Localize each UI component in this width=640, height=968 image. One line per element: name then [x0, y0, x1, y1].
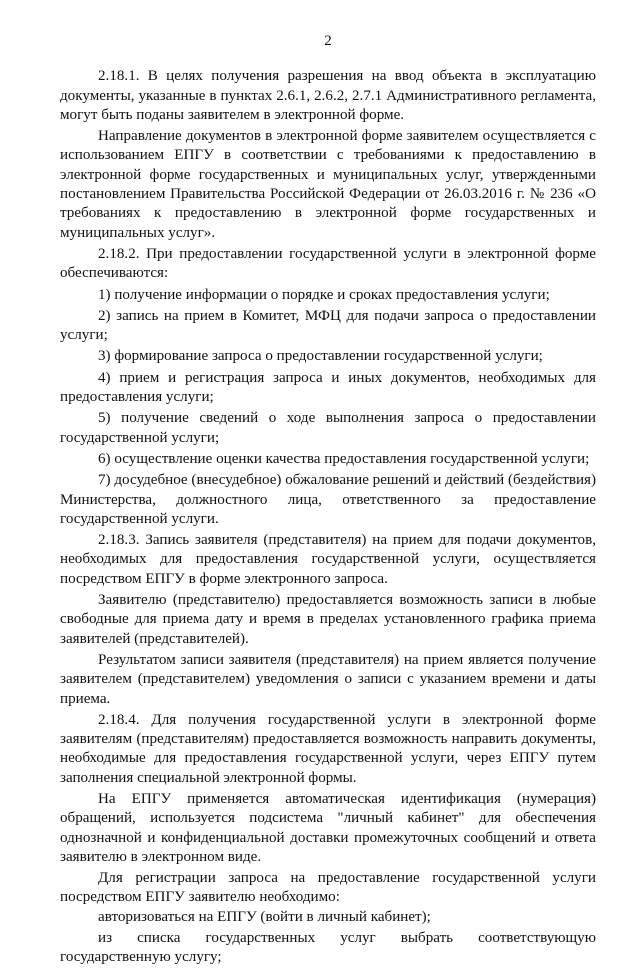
list-item-7: 7) досудебное (внесудебное) обжалование решений и действий (бездействия) Министерства, должностного лица, ответственного за предоставление государственной услуги.: [60, 472, 596, 527]
paragraph-electronic-submission: Направление документов в электронной форме заявителем осуществляется с использованием ЕПГУ в соответствии с требованиями к предоставлению в электронной форме государственных и муниципальных услуг, утвержденными постановлением Правительства Российской Федерации от 26.03.2016 г. № 236 «О требованиях к предоставлению в электронной форме государственных и муниципальных услуг».: [60, 128, 596, 241]
list-item-4: 4) прием и регистрация запроса и иных документов, необходимых для предоставления услуги;: [60, 369, 596, 406]
list-item-1: 1) получение информации о порядке и сроках предоставления услуги;: [98, 286, 550, 303]
paragraph-registration-steps: Для регистрации запроса на предоставление государственной услуги посредством ЕПГУ заявителю необходимо:: [60, 870, 596, 906]
paragraph-appointment-options: Заявителю (представителю) предоставляется возможность записи в любые свободные для приема дату и время в пределах установленного графика приема заявителей (представителей).: [60, 592, 596, 647]
paragraph-2-18-1: 2.18.1. В целях получения разрешения на ввод объекта в эксплуатацию документы, указанные в пунктах 2.6.1, 2.6.2, 2.7.1 Административного регламента, могут быть поданы заявителем в электронной форме.: [60, 68, 596, 123]
list-item-2: 2) запись на прием в Комитет, МФЦ для подачи запроса о предоставлении услуги;: [60, 307, 596, 344]
paragraph-2-18-3: 2.18.3. Запись заявителя (представителя) на прием для подачи документов, необходимых для предоставления государственной услуги, осуществляется посредством ЕПГУ в форме электронного запроса.: [60, 532, 596, 587]
document-page: [60, 32, 596, 968]
paragraph-2-18-4: 2.18.4. Для получения государственной услуги в электронной форме заявителям (представителям) предоставляется возможность направить документы, необходимые для предоставления государственной услуги, через ЕПГУ путем заполнения специальной электронной формы.: [60, 711, 596, 786]
step-select-service: из списка государственных услуг выбрать соответствующую государственную услугу;: [60, 930, 596, 966]
list-item-3: 3) формирование запроса о предоставлении государственной услуги;: [98, 348, 543, 365]
paragraph-identification: На ЕПГУ применяется автоматическая идентификация (нумерация) обращений, используется подсистема "личный кабинет" для обеспечения однозначной и конфиденциальной доставки промежуточных сообщений и ответа заявителю в электронном виде.: [60, 790, 596, 865]
list-item-6: 6) осуществление оценки качества предоставления государственной услуги;: [98, 450, 590, 467]
list-item-5: 5) получение сведений о ходе выполнения запроса о предоставлении государственной услуги;: [60, 410, 596, 446]
page-number: 2: [324, 33, 332, 49]
paragraph-appointment-result: Результатом записи заявителя (представителя) на прием является получение заявителем (представителем) уведомления о записи с указанием времени и даты приема.: [60, 651, 596, 707]
step-authorize: авторизоваться на ЕПГУ (войти в личный кабинет);: [98, 908, 431, 925]
paragraph-2-18-2: 2.18.2. При предоставлении государственной услуги в электронной форме обеспечиваются:: [60, 245, 596, 282]
